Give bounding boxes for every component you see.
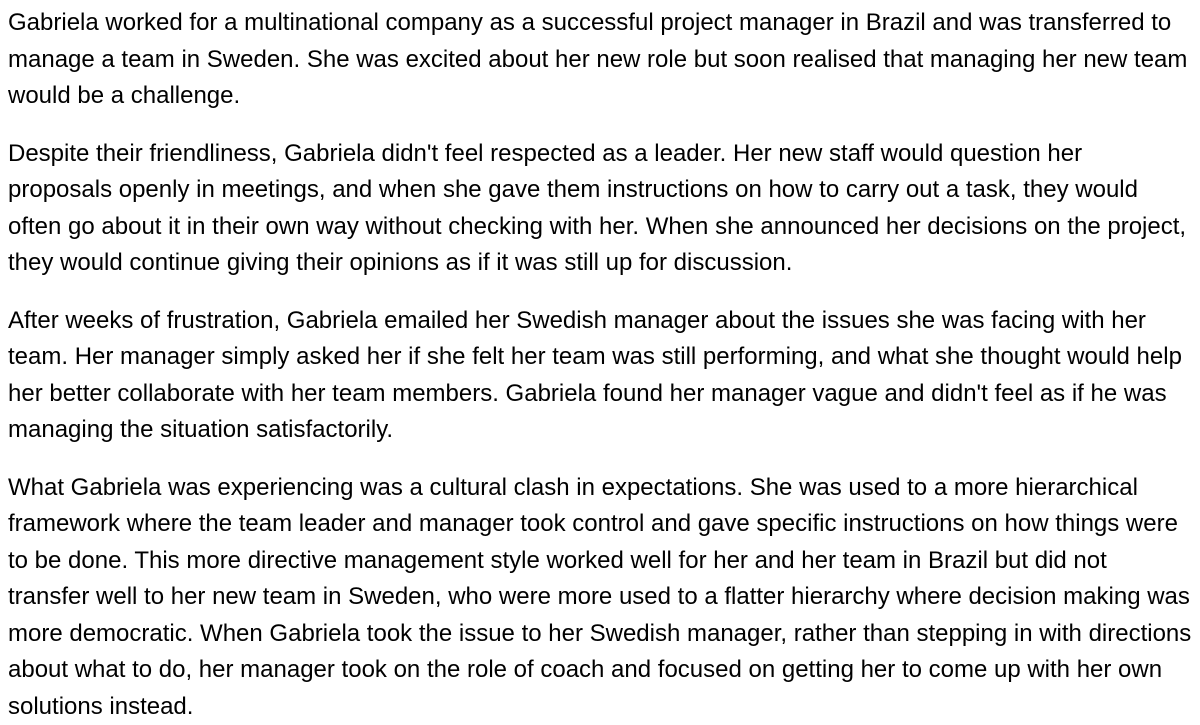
paragraph-4: What Gabriela was experiencing was a cultural clash in expectations. She was used to a more hierarchical framework where the team leader and manager took control and gave specific instructions on how things were to be done. This more directive management style worked well for her and her team in Brazil but did not transfer well to her new team in Sweden, who were more used to a flatter hierarchy where decision making was more democratic. When Gabriela took the issue to her Swedish manager, rather than stepping in with directions about what to do, her manager took on the role of coach and focused on getting her to come up with her own solutions instead.	[8, 470, 1192, 725]
paragraph-3: After weeks of frustration, Gabriela emailed her Swedish manager about the issues she was facing with her team. Her manager simply asked her if she felt her team was still performing, and what she thought would help her better collaborate with her team members. Gabriela found her manager vague and didn't feel as if he was managing the situation satisfactorily.	[8, 303, 1192, 449]
paragraph-1: Gabriela worked for a multinational company as a successful project manager in Brazil and was transferred to manage a team in Sweden. She was excited about her new role but soon realised that managing her new team would be a challenge.	[8, 5, 1192, 115]
paragraph-2: Despite their friendliness, Gabriela didn't feel respected as a leader. Her new staff would question her proposals openly in meetings, and when she gave them instructions on how to carry out a task, they would often go about it in their own way without checking with her. When she announced her decisions on the project, they would continue giving their opinions as if it was still up for discussion.	[8, 136, 1192, 282]
